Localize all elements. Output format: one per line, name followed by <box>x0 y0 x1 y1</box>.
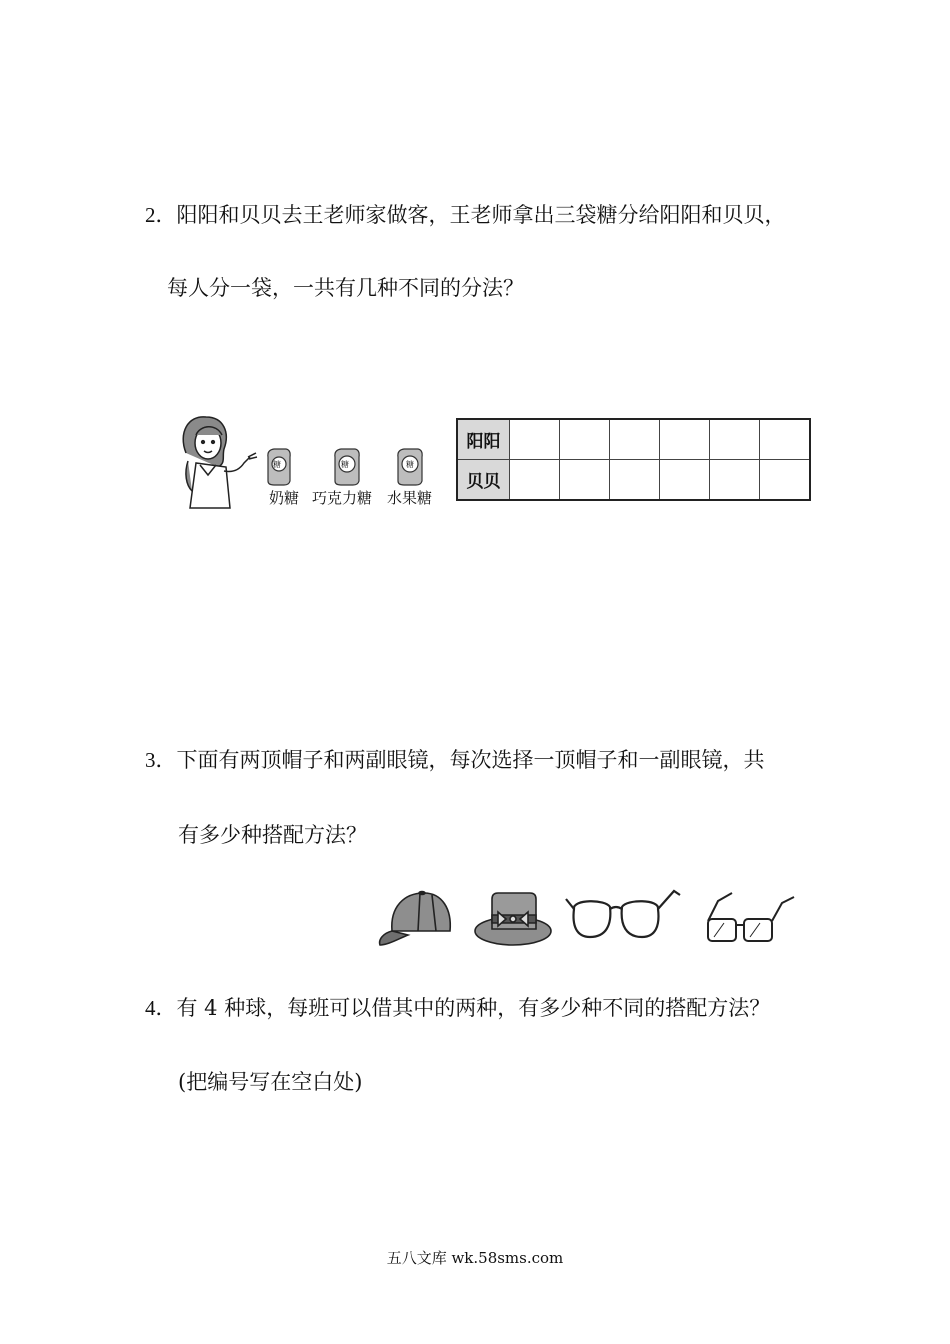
question-4-text: 有 4 种球，每班可以借其中的两种，有多少种不同的搭配方法？ <box>176 996 771 1020</box>
answer-cell[interactable] <box>760 460 811 501</box>
glasses-round-icon <box>566 891 680 937</box>
answer-cell[interactable] <box>660 419 710 460</box>
question-3-line-1: 3．下面有两顶帽子和两副眼镜，每次选择一顶帽子和一副眼镜，共 <box>145 748 765 772</box>
answer-cell[interactable] <box>760 419 811 460</box>
hats-and-glasses-illustration <box>374 885 804 953</box>
glasses-square-icon <box>708 893 794 941</box>
answer-cell[interactable] <box>510 419 560 460</box>
bowler-hat-icon <box>475 893 551 945</box>
distribution-answer-table <box>456 418 811 501</box>
baseball-cap-icon <box>380 892 451 946</box>
answer-cell[interactable] <box>560 419 610 460</box>
question-2-line-2: 每人分一袋，一共有几种不同的分法？ <box>167 276 524 300</box>
question-4-number: 4 <box>145 996 156 1020</box>
answer-cell[interactable] <box>660 460 710 501</box>
question-4-line-1: 4．有 4 种球，每班可以借其中的两种，有多少种不同的搭配方法？ <box>145 996 771 1020</box>
answer-cell[interactable] <box>610 419 660 460</box>
answer-cell[interactable] <box>610 460 660 501</box>
question-3-number: 3 <box>145 748 156 772</box>
answer-cell[interactable] <box>710 419 760 460</box>
question-3-text: 下面有两顶帽子和两副眼镜，每次选择一顶帽子和一副眼镜，共 <box>176 748 765 772</box>
row-header-yangyang: 阳阳 <box>457 419 510 460</box>
answer-cell[interactable] <box>560 460 610 501</box>
question-2-number: 2 <box>145 203 156 227</box>
row-header-beibei: 贝贝 <box>457 460 510 501</box>
candy-name-fruit: 水果糖 <box>387 489 433 507</box>
answer-cell[interactable] <box>510 460 560 501</box>
footer-watermark-text: 五八文库 wk.58sms.com <box>386 1249 564 1267</box>
teacher-figure <box>183 417 257 508</box>
answer-cell[interactable] <box>710 460 760 501</box>
candy-bag-label-milk: 糖 <box>273 460 281 469</box>
question-2-text: 阳阳和贝贝去王老师家做客，王老师拿出三袋糖分给阳阳和贝贝， <box>176 203 786 227</box>
candy-name-chocolate: 巧克力糖 <box>312 489 373 507</box>
question-3-line-2: 有多少种搭配方法？ <box>178 823 367 847</box>
table-row-yangyang <box>457 419 810 460</box>
table-row-beibei <box>457 460 810 501</box>
question-2-line-1: 2．阳阳和贝贝去王老师家做客，王老师拿出三袋糖分给阳阳和贝贝， <box>145 203 786 227</box>
candy-bag-label-fruit: 糖 <box>406 460 414 469</box>
candy-bag-label-chocolate: 糖 <box>341 460 349 469</box>
candy-name-milk: 奶糖 <box>269 489 300 507</box>
question-4-line-2: (把编号写在空白处) <box>178 1070 363 1094</box>
